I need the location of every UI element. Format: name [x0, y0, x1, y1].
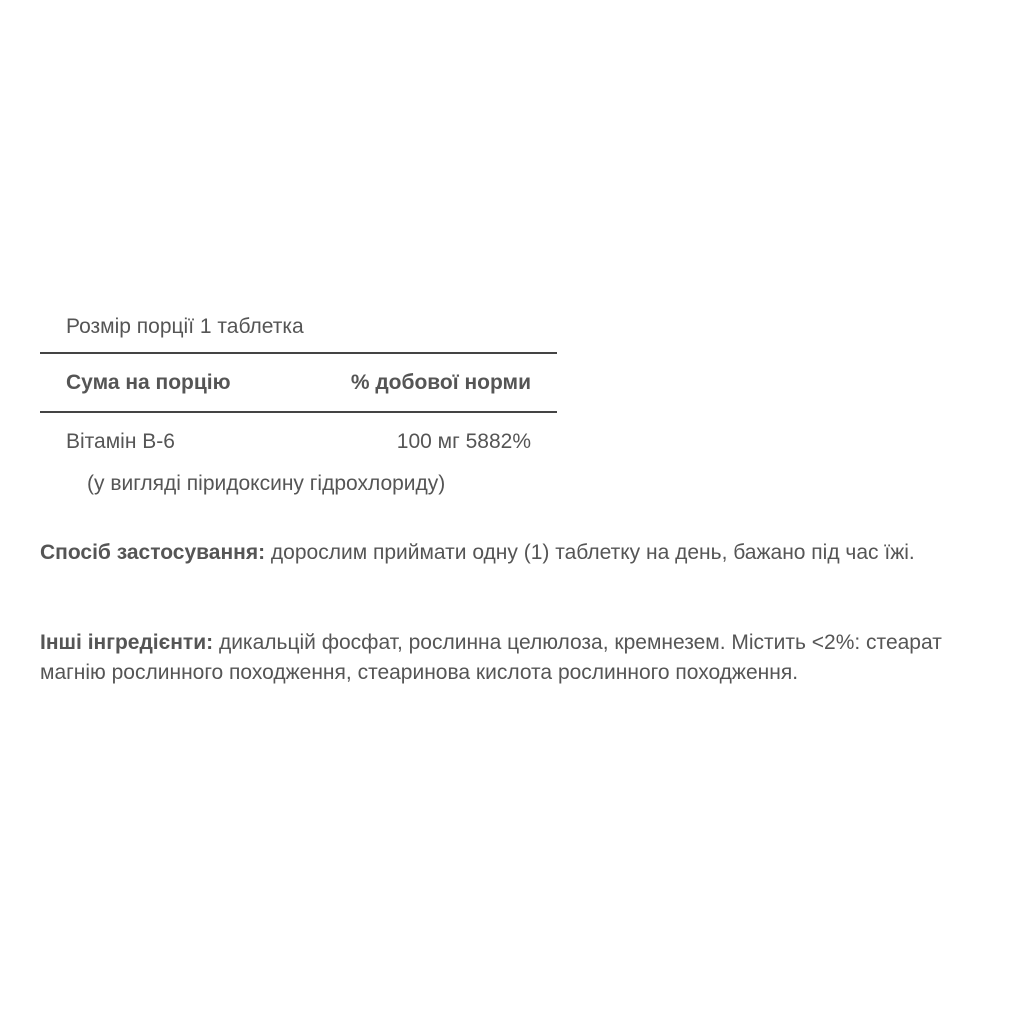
usage-label: Спосіб застосування:: [40, 541, 266, 564]
serving-size: Розмір порції 1 таблетка: [66, 315, 304, 338]
nutrient-name: Вітамін В-6: [66, 430, 175, 453]
usage-paragraph: [40, 538, 990, 568]
ingredients-label: Інші інгредієнти:: [40, 631, 214, 654]
ingredients-paragraph: [40, 628, 990, 688]
usage-text: дорослим приймати одну (1) таблетку на день, бажано під час їжі.: [265, 541, 915, 564]
supplement-facts-table: [40, 312, 557, 499]
nutrient-row: [40, 413, 557, 471]
nutrient-source-note: (у вигляді піридоксину гідрохлориду): [87, 472, 446, 495]
ingredients-text: дикальцій фосфат, рослинна целюлоза, кремнезем. Містить <2%: стеарат магнію рослинного походження, стеаринова кислота рослинного походження.: [40, 631, 942, 684]
nutrient-amount-dv: 100 мг 5882%: [396, 430, 531, 453]
facts-header-row: [40, 354, 557, 411]
amount-per-serving-header: Сума на порцію: [66, 370, 231, 394]
daily-value-header: % добової норми: [350, 370, 531, 394]
